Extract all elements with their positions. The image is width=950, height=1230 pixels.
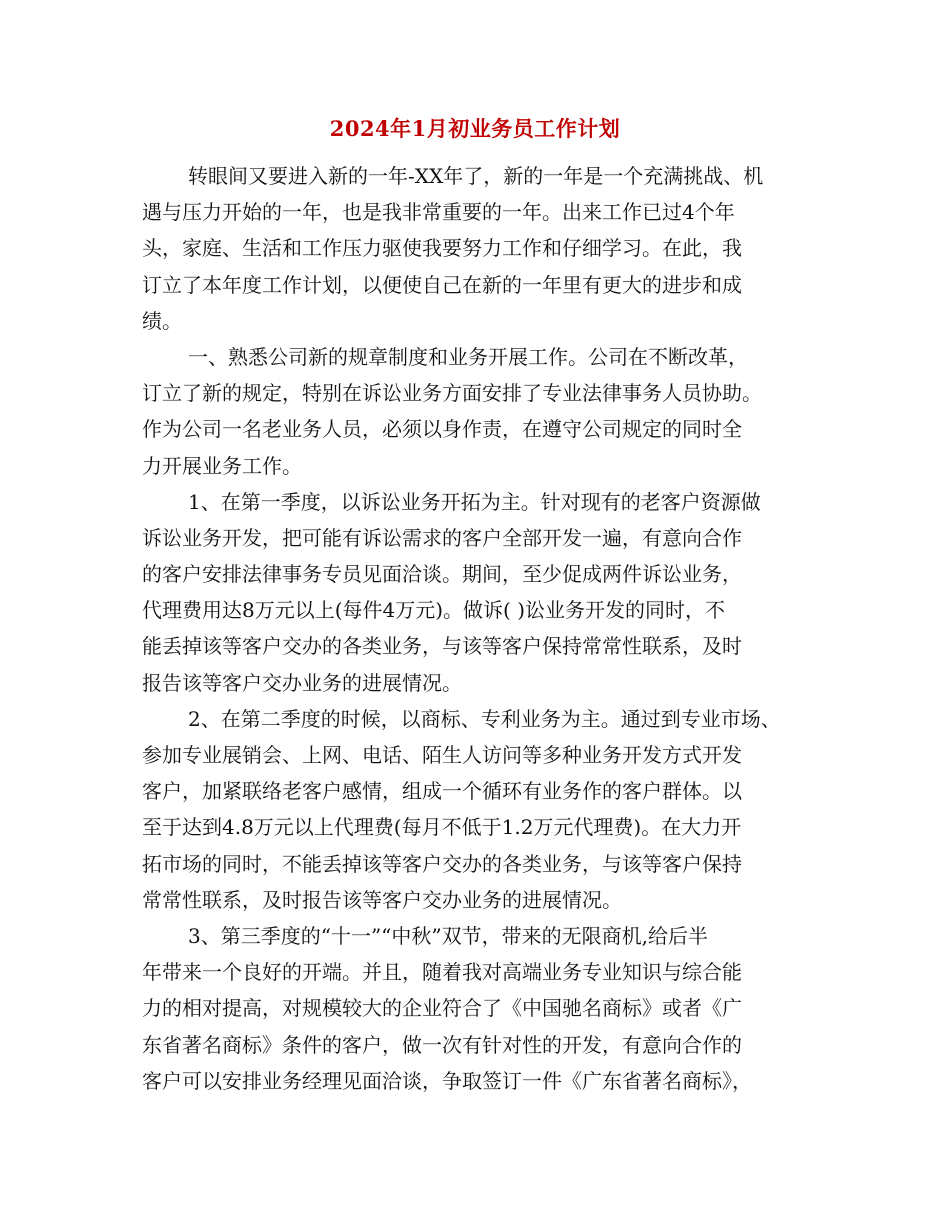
document-title: 2024年1月初业务员工作计划 (329, 116, 621, 141)
document-body (142, 158, 814, 1099)
text-line: 遇与压力开始的一年，也是我非常重要的一年。出来工作已过4个年 (142, 200, 735, 225)
paragraph-intro (142, 158, 814, 339)
text-line: 订立了本年度工作计划，以便使自己在新的一年里有更大的进步和成 (142, 272, 742, 297)
paragraph-section-1 (142, 339, 814, 484)
text-line: 能丢掉该等客户交办的各类业务，与该等客户保持常常性联系，及时 (142, 634, 742, 659)
text-line: 拓市场的同时，不能丢掉该等客户交办的各类业务，与该等客户保持 (142, 851, 742, 876)
text-line: 年带来一个良好的开端。并且，随着我对高端业务专业知识与综合能 (142, 960, 742, 985)
text-line: 绩。 (142, 308, 182, 333)
text-line: 报告该等客户交办业务的进展情况。 (142, 670, 462, 695)
text-line: 力的相对提高，对规模较大的企业符合了《中国驰名商标》或者《广 (142, 996, 742, 1021)
text-line: 诉讼业务开发，把可能有诉讼需求的客户全部开发一遍，有意向合作 (142, 525, 742, 550)
text-line: 常常性联系，及时报告该等客户交办业务的进展情况。 (142, 887, 622, 912)
text-line: 参加专业展销会、上网、电话、陌生人访问等多种业务开发方式开发 (142, 743, 742, 767)
text-line: 头，家庭、生活和工作压力驱使我要努力工作和仔细学习。在此，我 (142, 236, 742, 261)
text-line: 作为公司一名老业务人员，必须以身作责，在遵守公司规定的同时全 (142, 417, 742, 442)
text-line: 订立了新的规定，特别在诉讼业务方面安排了专业法律事务人员协助。 (142, 381, 762, 406)
text-line: 一、熟悉公司新的规章制度和业务开展工作。公司在不断改革， (188, 344, 748, 369)
text-line: 力开展业务工作。 (142, 453, 302, 478)
text-line: 客户可以安排业务经理见面洽谈，争取签订一件《广东省著名商标》， (142, 1068, 752, 1093)
text-line: 代理费用达8万元以上(每件4万元)。做诉( )讼业务开发的同时，不 (142, 598, 726, 623)
text-line: 1、在第一季度，以诉讼业务开拓为主。针对现有的老客户资源做 (188, 489, 761, 514)
text-line: 客户，加紧联络老客户感情，组成一个循环有业务作的客户群体。以 (142, 779, 742, 804)
text-line: 东省著名商标》条件的客户，做一次有针对性的开发，有意向合作的 (142, 1032, 742, 1057)
text-line: 转眼间又要进入新的一年-XX年了，新的一年是一个充满挑战、机 (188, 164, 764, 188)
text-line: 的客户安排法律事务专员见面洽谈。期间，至少促成两件诉讼业务， (142, 562, 742, 587)
paragraph-q3 (142, 918, 814, 1099)
paragraph-q1 (142, 484, 814, 701)
text-line: 2、在第二季度的时候，以商标、专利业务为主。通过到专业市场、 (188, 706, 781, 731)
text-line: 3、第三季度的“十一”“中秋”双节，带来的无限商机,给后半 (188, 923, 708, 948)
text-line: 至于达到4.8万元以上代理费(每月不低于1.2万元代理费)。在大力开 (142, 815, 742, 840)
paragraph-q2 (142, 701, 814, 918)
